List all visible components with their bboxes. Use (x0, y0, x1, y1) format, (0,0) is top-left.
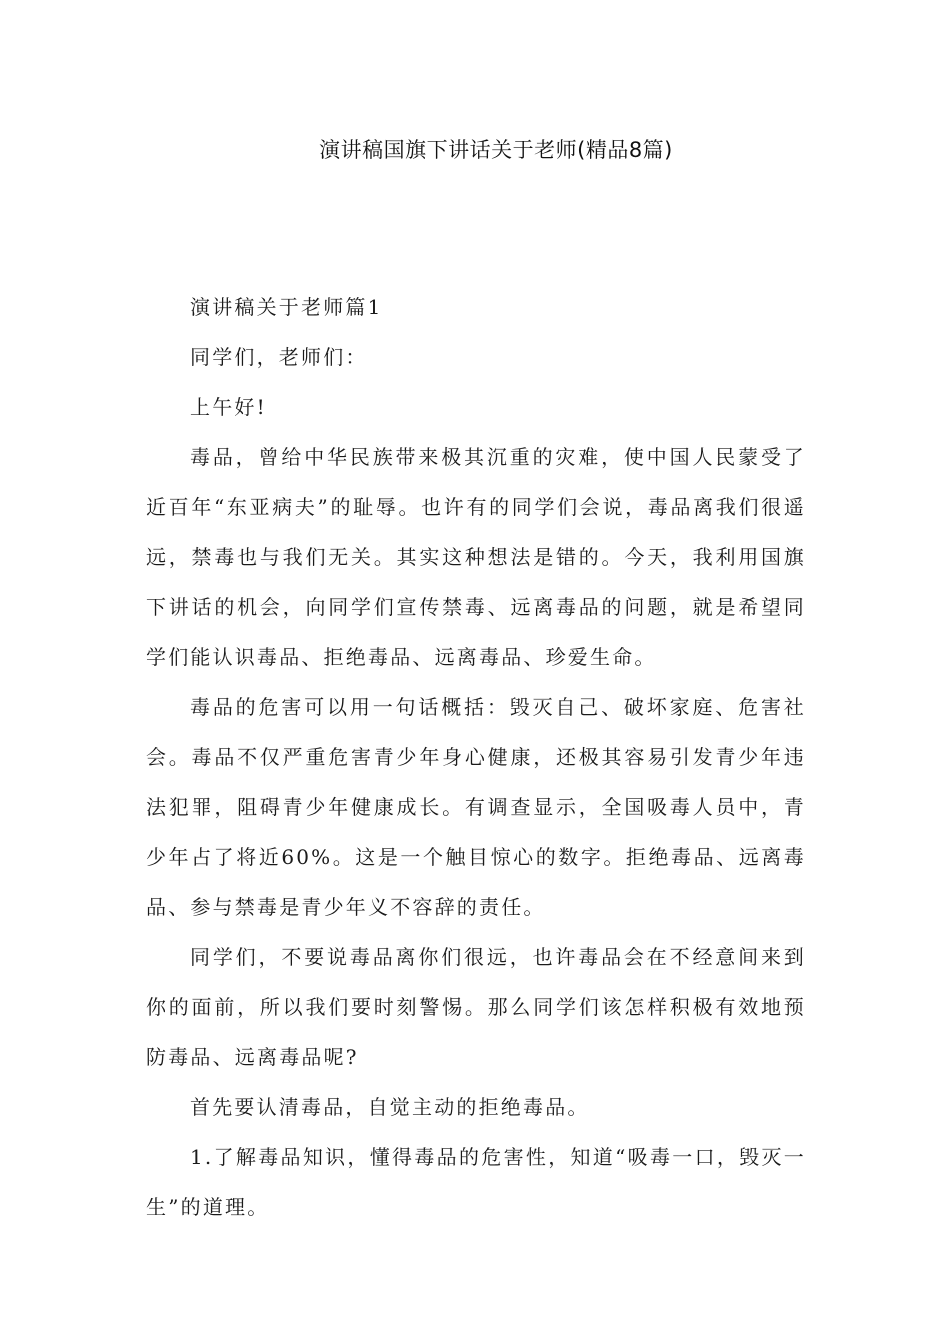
document-body (146, 282, 806, 1232)
list-item: 1.了解毒品知识，懂得毒品的危害性，知道“吸毒一口，毁灭一生”的道理。 (146, 1145, 806, 1219)
body-paragraph: 首先要认清毒品，自觉主动的拒绝毒品。 (190, 1095, 590, 1119)
body-paragraph: 同学们，不要说毒品离你们很远，也许毒品会在不经意间来到你的面前，所以我们要时刻警惕。那么同学们该怎样积极有效地预防毒品、远离毒品呢? (146, 945, 806, 1069)
salutation: 同学们，老师们： (190, 345, 368, 369)
body-paragraph: 毒品的危害可以用一句话概括：毁灭自己、破坏家庭、危害社会。毒品不仅严重危害青少年身心健康，还极其容易引发青少年违法犯罪，阻碍青少年健康成长。有调查显示，全国吸毒人员中，青少年占了将近60%。这是一个触目惊心的数字。拒绝毒品、远离毒品、参与禁毒是青少年义不容辞的责任。 (146, 695, 806, 919)
greeting: 上午好! (190, 395, 267, 419)
document-title: 演讲稿国旗下讲话关于老师(精品8篇) (319, 138, 673, 162)
section-heading: 演讲稿关于老师篇1 (190, 295, 383, 319)
body-paragraph: 毒品，曾给中华民族带来极其沉重的灾难，使中国人民蒙受了近百年“东亚病夫”的耻辱。也许有的同学们会说，毒品离我们很遥远，禁毒也与我们无关。其实这种想法是错的。今天，我利用国旗下讲话的机会，向同学们宣传禁毒、远离毒品的问题，就是希望同学们能认识毒品、拒绝毒品、远离毒品、珍爱生命。 (146, 445, 806, 669)
